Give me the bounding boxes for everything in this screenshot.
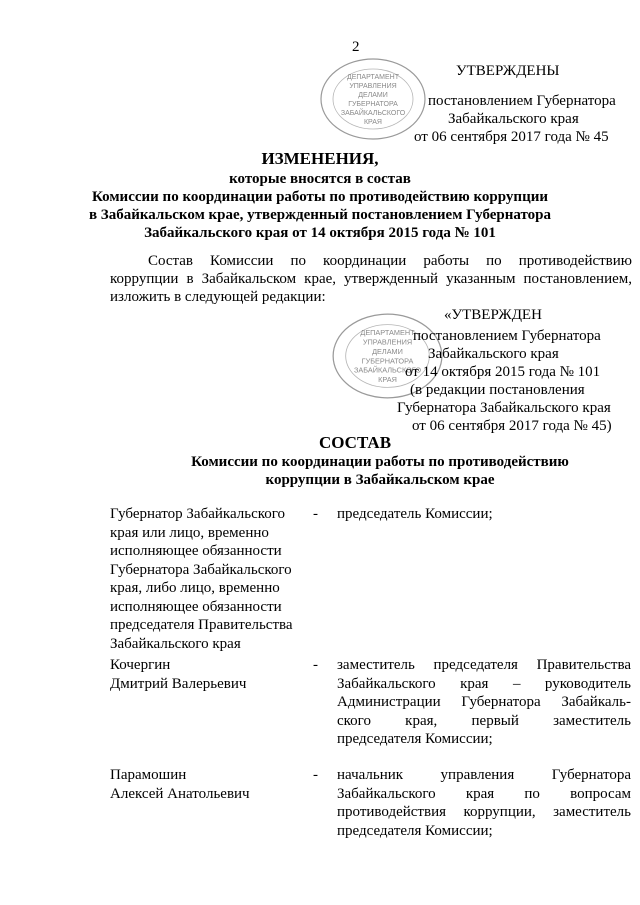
- stamp-text-line: КРАЯ: [378, 375, 397, 385]
- approval-line: от 06 сентября 2017 года № 45: [414, 129, 609, 145]
- member-position-line: председатель Комиссии;: [337, 506, 493, 522]
- member-name-line: Губернатора Забайкальского: [110, 561, 292, 578]
- approval2-line: от 06 сентября 2017 года № 45): [412, 418, 612, 434]
- member-position-line: ского края, первый заместитель: [337, 712, 631, 729]
- member-position-line: Забайкальского края по вопросам: [337, 785, 631, 802]
- stamp-text-line: КРАЯ: [363, 119, 383, 126]
- member-position: [337, 505, 631, 524]
- member-name-line: Кочергин: [110, 657, 171, 673]
- approval2-line: (в редакции постановления: [410, 382, 585, 398]
- approval-title: УТВЕРЖДЕНЫ: [456, 63, 560, 79]
- heading-line: Комиссии по координации работы по противодействию коррупции: [92, 189, 548, 205]
- heading-line: которые вносятся в состав: [229, 171, 411, 187]
- approval-line: постановлением Губернатора: [428, 93, 616, 109]
- stamp-text-line: УПРАВЛЕНИЯ: [349, 83, 397, 90]
- approval2-line: от 14 октября 2015 года № 101: [405, 364, 601, 380]
- member-name: [110, 505, 300, 653]
- approval2-line: постановлением Губернатора: [413, 328, 601, 344]
- page-number: 2: [352, 39, 360, 55]
- heading-title: ИЗМЕНЕНИЯ,: [261, 149, 379, 168]
- member-position-line: Забайкальского края – руководитель: [337, 675, 631, 692]
- member-position-line: начальник управления Губернатора: [337, 767, 631, 783]
- member-dash: -: [313, 767, 318, 783]
- composition-title: СОСТАВ: [318, 433, 392, 452]
- heading-line: в Забайкальском крае, утвержденный постановлением Губернатора: [88, 207, 552, 223]
- member-position: [337, 766, 631, 840]
- member-name: [110, 656, 300, 693]
- member-dash: -: [313, 506, 318, 522]
- composition-line: Комиссии по координации работы по противодействию: [191, 454, 569, 470]
- stamp-text-line: ЗАБАЙКАЛЬСКОГО: [353, 365, 422, 375]
- stamp-text-line: ГУБЕРНАТОРА: [348, 101, 398, 108]
- stamp-text-line: ДЕЛАМИ: [358, 92, 388, 99]
- body-line: коррупции в Забайкальском крае, утвержденный указанным постановлением,: [110, 271, 632, 287]
- approval2-line: Губернатора Забайкальского края: [397, 400, 611, 416]
- member-name-line: Забайкальского края: [110, 635, 241, 652]
- stamp-text-line: ГУБЕРНАТОРА: [361, 356, 414, 366]
- body-line: Состав Комиссии по координации работы по противодействию: [148, 253, 632, 269]
- member-name-line: края, либо лицо, временно: [110, 580, 280, 596]
- member-name-line: края или лицо, временно: [110, 524, 269, 541]
- stamp-text-line: ЗАБАЙКАЛЬСКОГО: [340, 110, 406, 117]
- member-name-line: Алексей Анатольевич: [110, 785, 250, 802]
- member-position: [337, 656, 631, 749]
- stamp-text-line: УПРАВЛЕНИЯ: [362, 337, 413, 347]
- body-line: изложить в следующей редакции:: [110, 289, 326, 305]
- stamp-text-line: ДЕЛАМИ: [372, 346, 403, 356]
- member-name-line: Парамошин: [110, 767, 187, 783]
- member-position-line: председателя Комиссии;: [337, 731, 493, 747]
- member-name-line: Дмитрий Валерьевич: [110, 675, 247, 692]
- stamp-text-line: ДЕПАРТАМЕНТ: [346, 74, 400, 81]
- member-name-line: исполняющее обязанности: [110, 543, 282, 559]
- member-position-line: председателя Комиссии;: [337, 822, 493, 839]
- stamp-text-line: ДЕПАРТАМЕНТ: [360, 328, 415, 338]
- stamp-seal: [318, 55, 428, 143]
- approval2-title: «УТВЕРЖДЕН: [444, 307, 542, 323]
- member-name-line: председателя Правительства: [110, 617, 293, 633]
- approval-line: Забайкальского края: [448, 111, 579, 127]
- member-dash: -: [313, 657, 318, 673]
- member-name-line: исполняющее обязанности: [110, 598, 282, 615]
- member-name-line: Губернатор Забайкальского: [110, 506, 286, 522]
- approval2-line: Забайкальского края: [428, 346, 559, 362]
- member-position-line: Администрации Губернатора Забайкаль-: [337, 694, 631, 710]
- composition-line: коррупции в Забайкальском крае: [265, 472, 495, 488]
- heading-line: Забайкальского края от 14 октября 2015 года № 101: [144, 225, 496, 241]
- member-position-line: противодействия коррупции, заместитель: [337, 804, 631, 820]
- member-position-line: заместитель председателя Правительства: [337, 657, 631, 673]
- member-name: [110, 766, 300, 803]
